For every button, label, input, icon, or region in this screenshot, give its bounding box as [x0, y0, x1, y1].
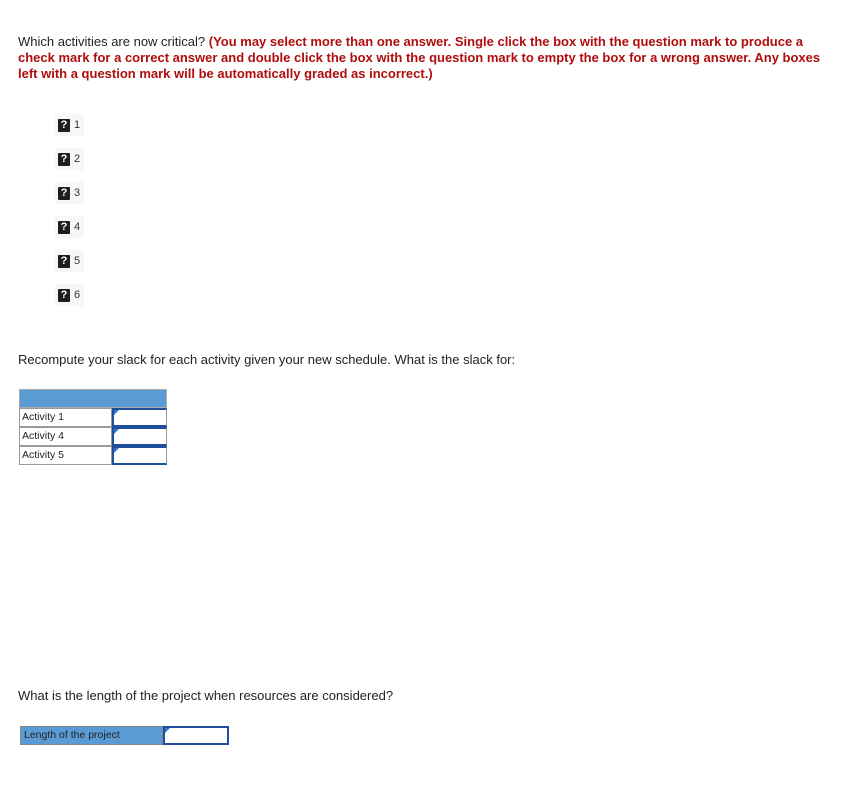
project-length-row: [20, 726, 229, 745]
question-mark-checkbox[interactable]: ?: [58, 289, 70, 302]
question1-instructions: (You may select more than one answer. Single click the box with the question mark to produce a check mark for a correct answer and double click the box with the question mark to empty the box for a wrong answer. Any boxes left with a question mark will be automatically graded as incorrect.): [18, 34, 821, 81]
question-slack: Recompute your slack for each activity given your new schedule. What is the slack for:: [18, 352, 516, 367]
option-label: 3: [74, 187, 81, 199]
slack-table: [19, 389, 167, 465]
input-marker-icon: [165, 728, 170, 733]
question-mark-checkbox[interactable]: ?: [58, 153, 70, 166]
slack-row-label: Activity 1: [19, 408, 112, 427]
question-project-length: What is the length of the project when resources are considered?: [18, 688, 394, 703]
option-label: 2: [74, 153, 81, 165]
option-label: 6: [74, 289, 81, 301]
option-activity-6[interactable]: [55, 284, 84, 306]
question1-prompt: Which activities are now critical?: [18, 34, 209, 49]
project-length-input[interactable]: [163, 726, 229, 745]
option-label: 5: [74, 255, 81, 267]
question-mark-checkbox[interactable]: ?: [58, 187, 70, 200]
slack-input-activity-1[interactable]: [112, 408, 167, 427]
slack-table-header: [19, 389, 167, 408]
input-marker-icon: [114, 429, 119, 434]
project-length-label: Length of the project: [20, 726, 163, 745]
question-mark-checkbox[interactable]: ?: [58, 255, 70, 268]
slack-row-label: Activity 4: [19, 427, 112, 446]
option-label: 1: [74, 119, 81, 131]
slack-input-activity-5[interactable]: [112, 446, 167, 465]
question-mark-checkbox[interactable]: ?: [58, 221, 70, 234]
table-row: [19, 427, 167, 446]
option-activity-5[interactable]: [55, 250, 84, 272]
option-activity-4[interactable]: [55, 216, 84, 238]
option-activity-1[interactable]: [55, 114, 84, 136]
slack-row-label: Activity 5: [19, 446, 112, 465]
slack-input-activity-4[interactable]: [112, 427, 167, 446]
question-mark-checkbox[interactable]: ?: [58, 119, 70, 132]
option-activity-3[interactable]: [55, 182, 84, 204]
table-row: [19, 446, 167, 465]
option-label: 4: [74, 221, 81, 233]
question-critical-activities: [18, 34, 828, 82]
table-row: [19, 408, 167, 427]
input-marker-icon: [114, 410, 119, 415]
input-marker-icon: [114, 448, 119, 453]
option-activity-2[interactable]: [55, 148, 84, 170]
